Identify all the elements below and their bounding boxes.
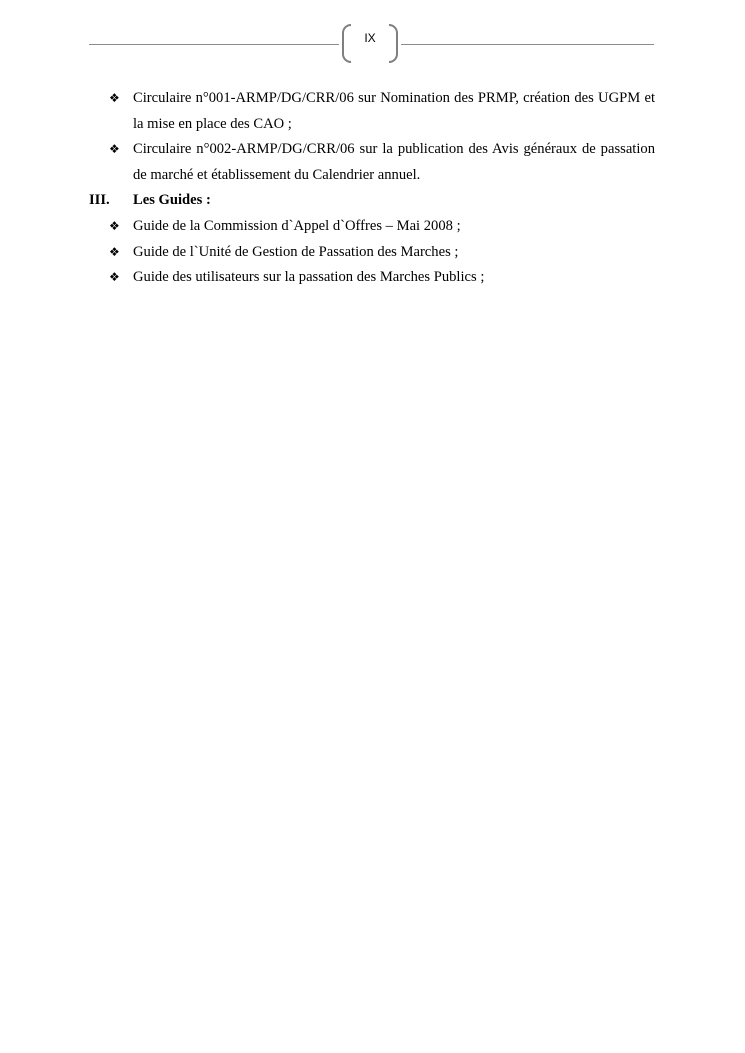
list-item	[89, 240, 655, 266]
diamond-bullet-icon: ❖	[109, 244, 120, 259]
list-item	[89, 137, 655, 188]
list-item-text: Circulaire n°001-ARMP/DG/CRR/06 sur Nomination des PRMP, création des UGPM et la mise en place des CAO ;	[133, 90, 655, 132]
diamond-bullet-icon: ❖	[109, 91, 120, 105]
page-number-bracket-right	[389, 24, 398, 63]
document-body	[89, 86, 655, 291]
list-item	[89, 86, 655, 137]
diamond-bullet-icon: ❖	[109, 142, 120, 157]
list-item-text: Guide de l`Unité de Gestion de Passation des Marches ;	[133, 243, 459, 260]
header-rule-right	[401, 44, 654, 45]
list-item	[89, 214, 655, 240]
section-heading	[89, 188, 655, 214]
list-item-text: Circulaire n°002-ARMP/DG/CRR/06 sur la publication des Avis généraux de passation de marché et établissement du Calendrier annuel.	[133, 141, 655, 183]
list-item-text: Guide des utilisateurs sur la passation des Marches Publics ;	[133, 269, 485, 286]
page-number: IX	[364, 31, 376, 45]
list-item	[89, 265, 655, 291]
header-rule-left	[89, 44, 339, 45]
section-title: Les Guides :	[133, 192, 211, 209]
list-item-text: Guide de la Commission d`Appel d`Offres – Mai 2008 ;	[133, 217, 461, 234]
diamond-bullet-icon: ❖	[109, 218, 120, 233]
page-number-bracket-left	[342, 24, 351, 63]
diamond-bullet-icon: ❖	[109, 270, 120, 285]
section-numeral: III.	[89, 192, 110, 209]
